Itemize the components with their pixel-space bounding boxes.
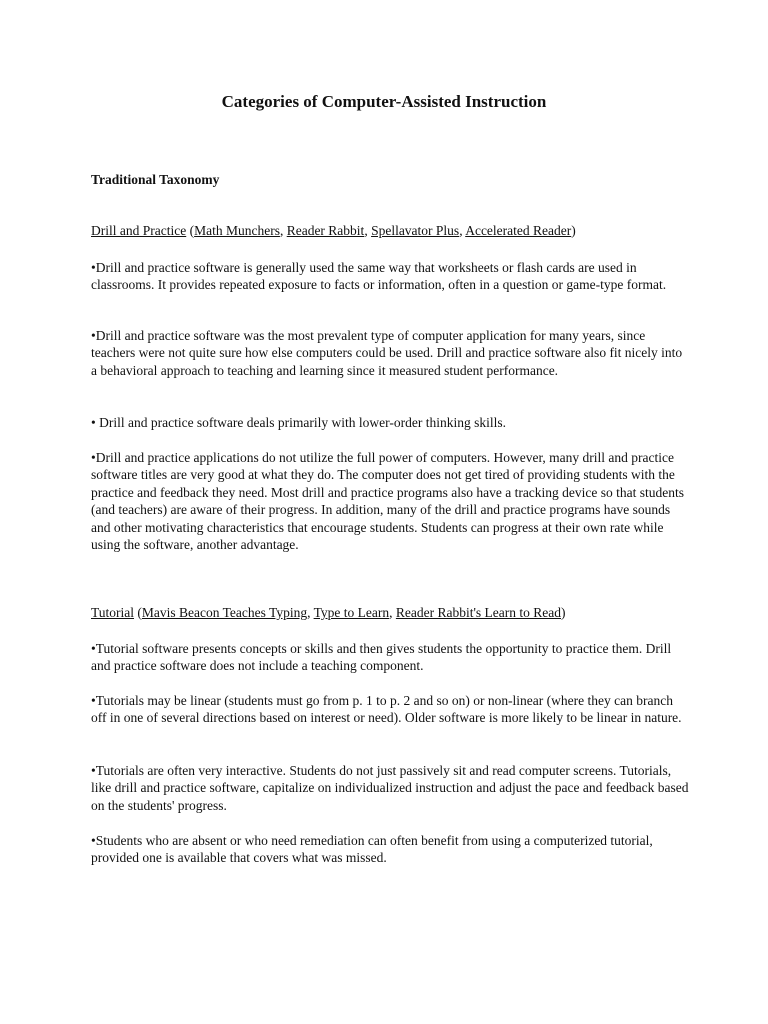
tutorial-title: Tutorial xyxy=(91,605,135,620)
drill-paragraph: •Drill and practice software is generally used the same way that worksheets or flash cards are used in classrooms. It provides repeated exposure to facts or information, often in a question or game-type format. xyxy=(91,260,667,293)
example-link[interactable]: Mavis Beacon Teaches Typing xyxy=(141,605,308,620)
tutorial-heading: Tutorial (Mavis Beacon Teaches Typing, Type to Learn, Reader Rabbit's Learn to Read) xyxy=(91,605,566,620)
example-link[interactable]: Math Munchers xyxy=(194,223,280,238)
drill-paragraph: •Drill and practice software was the most prevalent type of computer application for many years, since teachers were not quite sure how else computers could be used. Drill and practice software also fit nicely into a behavioral approach to teaching and learning since it measured student performance. xyxy=(91,328,683,378)
example-link[interactable]: Reader Rabbit xyxy=(286,223,365,238)
drill-practice-heading: Drill and Practice (Math Munchers, Reader Rabbit, Spellavator Plus, Accelerated Reader) xyxy=(91,223,576,238)
drill-practice-title: Drill and Practice xyxy=(91,223,187,238)
tutorial-paragraph: •Tutorials may be linear (students must go from p. 1 to p. 2 and so on) or non-linear (where they can branch off in one of several directions based on interest or need). Older software is more likely to be linear in nature. xyxy=(91,693,682,726)
example-link[interactable]: Spellavator Plus xyxy=(371,223,460,238)
section-subheading: Traditional Taxonomy xyxy=(91,172,220,187)
example-link[interactable]: Type to Learn xyxy=(313,605,390,620)
drill-paragraph: •Drill and practice applications do not utilize the full power of computers. However, many drill and practice software titles are very good at what they do. The computer does not get tired of providing students with the practice and feedback they need. Most drill and practice programs also have a tracking device so that students (and teachers) are aware of their progress. In addition, many of the drill and practice programs have sounds and other motivating characteristics that encourage students. Students can progress at their own rate while using the software, another advantage. xyxy=(91,450,685,553)
document-title: Categories of Computer-Assisted Instruction xyxy=(221,92,547,111)
tutorial-paragraph: •Students who are absent or who need remediation can often benefit from using a computerized tutorial, provided one is available that covers what was missed. xyxy=(91,833,653,866)
example-link[interactable]: Reader Rabbit's Learn to Read xyxy=(395,605,562,620)
drill-paragraph: • Drill and practice software deals primarily with lower-order thinking skills. xyxy=(91,415,506,430)
example-link[interactable]: Accelerated Reader xyxy=(465,223,572,238)
tutorial-paragraph: •Tutorials are often very interactive. Students do not just passively sit and read computer screens. Tutorials, like drill and practice software, capitalize on individualized instruction and adjust the pace and feedback based on the students' progress. xyxy=(91,763,689,813)
tutorial-paragraph: •Tutorial software presents concepts or skills and then gives students the opportunity to practice them. Drill and practice software does not include a teaching component. xyxy=(91,641,672,674)
